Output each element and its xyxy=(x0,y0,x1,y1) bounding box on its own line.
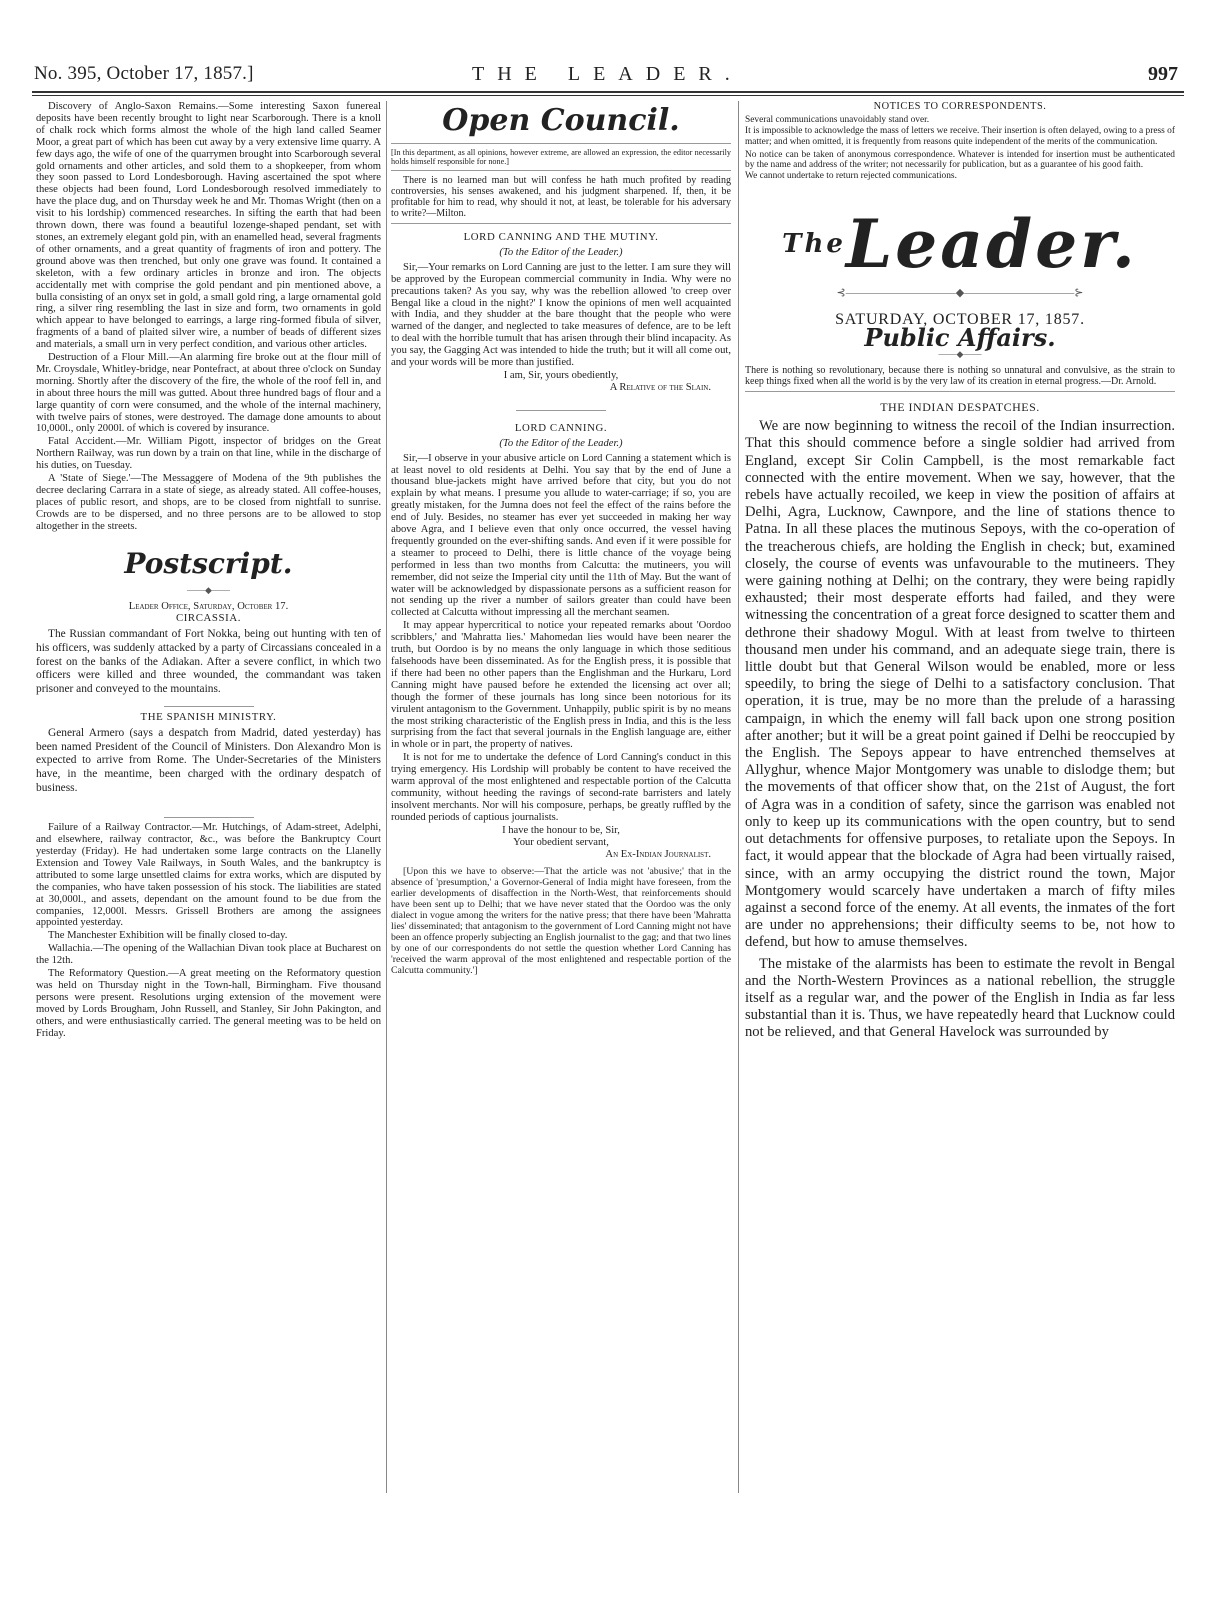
article-wallachia: Wallachia.—The opening of the Wallachian Divan took place at Bucharest on the 12th. xyxy=(36,943,381,967)
page-header xyxy=(32,63,1184,91)
section-rule xyxy=(745,391,1175,392)
section-rule xyxy=(391,223,731,224)
article-railway-contractor: Failure of a Railway Contractor.—Mr. Hutchings, of Adam-street, Adelphi, and elsewhere, railway contractor, &c., was before the Bankruptcy Court yesterday (Friday). He had undertaken some large contracts on the Llanelly Extension and Towey Vale Railways, in South Wales, and the bankruptcy is attributed to some large unsettled claims for extra works, which are disputed by the companies, who have taken possession of his stock. The liabilities are stated at 30,000l., and assets, dependant on the amount found to be due from the companies, 12,000l. Messrs. Grissell Brothers are among the assignees appointed yesterday. xyxy=(36,822,381,929)
article-spanish-ministry: General Armero (says a despatch from Madrid, dated yesterday) has been named President of the Council of Ministers. Don Alexandro Mon is expected to arrive from Rome. The Under-Secretaries of the Ministers have, in the meantime, been charged with the ordinary despatch of business. xyxy=(36,727,381,794)
masthead-the: The xyxy=(782,228,846,259)
editor-note: [Upon this we have to observe:—That the article was not 'abusive;' that in the absence of 'presumption,' a Governor-General of India might have foreseen, from the earlier developments of disaffection in the North-West, that reinforcements should have been sent up to Delhi; that we have never stated that the Oordoo was the only dialect in vogue among the writers for the native press; that there have been 'Mahratta lies' disseminated; that antagonism to the government of Lord Canning might not have been an offence properly subjecting an English journalist to the gag; and that two lines by one of our correspondents do not settle the question whether Lord Canning has 'received the warm approval of the most enlightened and respectable portion of the Calcutta community.'] xyxy=(391,866,731,977)
letter2-paragraph-3: It is not for me to undertake the defence of Lord Canning's conduct in this trying emergency. His Lordship will probably be content to have received the warm approval of the most enlightened and respectable portion of the Calcutta community, without heeding the ravings of second-rate barristers and lately insolvent merchants. Nor will his composure, perhaps, be greatly ruffled by the rounded periods of captious journalists. xyxy=(391,752,731,823)
column-3 xyxy=(745,101,1175,1501)
notice-4: We cannot undertake to return rejected communications. xyxy=(745,171,957,182)
notices-heading: NOTICES TO CORRESPONDENTS. xyxy=(873,101,1047,112)
section-rule xyxy=(164,706,254,707)
article-manchester-exhibition: The Manchester Exhibition will be finally closed to-day. xyxy=(48,930,288,942)
column-1 xyxy=(36,101,381,1491)
letter2-close-2: Your obedient servant, xyxy=(513,836,609,848)
postscript-heading: Postscript. xyxy=(124,546,293,580)
article-fatal-accident: Fatal Accident.—Mr. William Pigott, inspector of bridges on the Great Northern Railway, was run down by a train on that line, while in the discharge of his duties, on Tuesday. xyxy=(36,436,381,472)
ornament-divider: ——◆—— xyxy=(187,584,230,595)
letter2-close-1: I have the honour to be, Sir, xyxy=(502,824,620,836)
letter1-signature: A Relative of the Slain. xyxy=(609,381,711,393)
article-anglo-saxon: Discovery of Anglo-Saxon Remains.—Some interesting Saxon funereal deposits have been recently brought to light near Scarborough. There is a knoll of chalk rock which forms almost the whole of the high land called Seamer Moor, a great part of which has been cut away by a very extensive lime quarry. A few days ago, the wife of one of the quarrymen brought into Scarborough several gold ornaments and other articles, and sold them to a shopkeeper, from whom they soon passed to Lord Londesborough. Having ascertained the spot where these objects had been found, Lord Londesborough resolved immediately to have the place dug, and on Thursday week he and Mr. Thomas Wright (then on a visit to his lordship) commenced researches. In sifting the earth that had been thrown down, there was found a beautiful lozenge-shaped pendant, set with stones, an extremely elegant gold pin, with an enamelled head, several fragments of other ornaments, and a great quantity of fragments of iron and pottery. The ground above was then trenched, but only one grave was found. It contained a skeleton, with a few ordinary articles in bronze and iron. The objects accidentally met with comprise the gold pendant and pin mentioned above, a bulla consisting of an onyx set in gold, a small gold ring, a large ornamental gold ring, a silver ring resembling the last in size and form, two ornaments in gold which appear to have belonged to earrings, a large ring-formed fibula of silver, fragments of a band of plaited silver wire, a number of beads of different sizes and materials, a small urn in very perfect condition, and various other articles. xyxy=(36,101,381,351)
column-divider xyxy=(386,101,387,1493)
open-council-disclaimer: [In this department, as all opinions, however extreme, are allowed an expression, the editor necessarily holds himself responsible for none.] xyxy=(391,148,731,166)
letter1-heading: LORD CANNING AND THE MUTINY. xyxy=(463,231,659,243)
notice-1: Several communications unavoidably stand over. xyxy=(745,114,930,125)
masthead-ornament: ⊰——————————◆——————————⊱ xyxy=(836,286,1084,299)
issue-line: No. 395, October 17, 1857.] xyxy=(34,63,254,84)
milton-motto: There is no learned man but will confess he hath much profited by reading controversies, his senses awakened, and his judgment sharpened. If, then, it be profitable for him to read, why should it not, at least, be tolerable for his adversary to write?—Milton. xyxy=(391,175,731,219)
section-rule xyxy=(516,410,606,411)
lead-paragraph-2: The mistake of the alarmists has been to estimate the revolt in Bengal and the North-Western Provinces as a national rebellion, the struggle itself as a regular war, and the power of the English in India as far less substantial than it is. Thus, we have repeatedly heard that Lucknow could not be relieved, and that General Havelock was surrounded by xyxy=(745,955,1175,1041)
article-flour-mill: Destruction of a Flour Mill.—An alarming fire broke out at the flour mill of Mr. Croysdale, Whitley-bridge, near Pontefract, at about three o'clock on Sunday morning. Shortly after the discovery of the fire, the whole of the roof fell in, and in about three hours the mill was gutted. About three hundred bags of flour and a large quantity of corn were consumed, and the whole of the internal machinery, with twelve pairs of stones, were destroyed. The damage done amounts to about 10,000l., only 2000l. of which is covered by insurance. xyxy=(36,352,381,435)
article-circassia: The Russian commandant of Fort Nokka, being out hunting with ten of his officers, was suddenly attacked by a party of Circassians concealed in a forest on the banks of the Adiakan. After a severe conflict, in which two officers were killed and three wounded, the commandant was taken prisoner and conveyed to the mountains. xyxy=(36,628,381,695)
public-affairs-heading: Public Affairs. xyxy=(864,322,1056,352)
masthead xyxy=(745,204,1175,284)
section-rule xyxy=(391,170,731,171)
open-council-heading: Open Council. xyxy=(442,103,680,138)
letter2-salutation: (To the Editor of the Leader.) xyxy=(499,437,623,449)
header-rule xyxy=(32,91,1184,96)
dateline: Leader Office, Saturday, October 17. xyxy=(128,600,289,612)
letter2-signature: An Ex-Indian Journalist. xyxy=(605,848,711,860)
article-reformatory: The Reformatory Question.—A great meeting on the Reformatory question was held on Thursday night in the Town-hall, Birmingham. Five thousand persons were present. Resolutions urging extension of the movement were moved by Lords Brougham, John Russell, and Stanley, Sir John Pakington, and others, and were enthusiastically carried. The general meeting was to be held on Friday. xyxy=(36,968,381,1039)
article-state-of-siege: A 'State of Siege.'—The Messaggere of Modena of the 9th publishes the decree declaring Carrara in a state of siege, as already stated. All coffee-houses, places of public resort, and shops, are to be closed from nightfall to sunrise. Crowds are to be dispersed, and no three persons are to be allowed to stop altogether in the streets. xyxy=(36,473,381,532)
section-rule xyxy=(391,143,731,144)
masthead-title: Leader. xyxy=(845,204,1138,283)
section-rule xyxy=(164,817,254,818)
paper-title: THE LEADER. xyxy=(472,63,743,85)
letter1-salutation: (To the Editor of the Leader.) xyxy=(499,246,623,258)
lead-paragraph-1: We are now beginning to witness the recoil of the Indian insurrection. That this should commence before a single soldier had arrived from England, except Sir Colin Campbell, is the most remarkable fact connected with the entire movement. When we say, however, that the rebels have actually recoiled, we keep in view the position of affairs at Delhi, Agra, Lucknow, Cawnpore, and the line of stations thence to Patna. In all these places the mutinous Sepoys, with the co-operation of the treacherous chiefs, are holding the English in check; but, examined closely, the course of events was unfavourable to the mutineers. They were gaining nothing at Delhi; on the contrary, they were being rapidly exhausted; their most desperate efforts had failed, and they were witnessing the concentration of a great force designed to scatter them and dethrone their shadowy Mogul. With at least from twelve to thirteen thousand men under his command, and an adequate siege train, there is little doubt but that General Wilson would be enabled, more or less speedily, to bring the siege of Delhi to a satisfactory conclusion. That operation, it is true, may be no more than the prelude of a harassing campaign, in which the enemy will fall back upon one strong position after another; but it will be a great point gained if Delhi be reoccupied by the English. The Sepoys appear to have entrenched themselves at Allyghur, whence Major Montgomery was unable to dislodge them; but the movements of that officer show that, on the 21st of August, the fort of Agra was in a condition of safety, since the garrison was enabled not only to keep up its communications with the open country, but to send out detachments for offensive purposes, to retaliate upon the Sepoys. In fact, it would appear that the blockade of Agra had been virtually raised, since, with an army occupying the district round the town, Major Montgomery would scarcely have undertaken a march of fifty miles against a second force of the enemy. At all events, the inmates of the fort are under no apprehensions; their difficulty seems to be, not how to defend, but how to amuse themselves. xyxy=(745,418,1175,951)
issue-date: SATURDAY, OCTOBER 17, 1857. xyxy=(835,310,1085,328)
letter2-paragraph-1: Sir,—I observe in your abusive article on Lord Canning a statement which is at least novel to old residents at Delhi. You say that by the end of June a thousand blue-jackets might have arrived before that city, but you do not explain by what means. I presume you allude to water-carriage; if so, you are greatly mistaken, for the Jumna does not feel the effect of the rains before the end of July. Besides, no steamer has ever yet succeeded in making her way above Agra, and I believe even that only once occurred, the vessel having frequently grounded on the ever-shifting sands. And even if it were possible for a steamer to proceed to Delhi, there is little chance of the voyage being performed in less than two months from Calcutta: the mutineers, you will remember, did not seize the Imperial city until the 11th of May. But the want of water will be acknowledged by dispassionate persons as a sufficient reason for not sending up the river a number of sailors greater than could have been collected at Calcutta without impressing all the merchant seamen. xyxy=(391,452,731,619)
arnold-quote: There is nothing so revolutionary, because there is nothing so unnatural and convulsive, as the strain to keep things fixed when all the world is by the very law of its creation in eternal progress.—Dr. Arnold. xyxy=(745,365,1175,388)
letter1-close: I am, Sir, yours obediently, xyxy=(503,369,619,381)
letter1-body: Sir,—Your remarks on Lord Canning are just to the letter. I am sure they will be approved by the European commercial community in India. Why were no precautions taken? As you say, why was the rebellion allowed 'to creep over Bengal like a cloud in the night?' I know the opinions of men well acquainted with India, and they shudder at the bare thought that the people who were warned of the danger, and neglected to take measures of defence, are to be left to deal with the horrible tumult that has arisen through their blind incapacity. As you say, the Gagging Act was intended to hide the truth; but it will all come out, and your words will be more than justified. xyxy=(391,261,731,369)
lead-article-heading: THE INDIAN DESPATCHES. xyxy=(880,400,1040,415)
column-2 xyxy=(391,101,731,1501)
letter2-heading: LORD CANNING. xyxy=(514,421,608,434)
ornament-divider: ——◆—— xyxy=(938,349,982,360)
notice-3: No notice can be taken of anonymous correspondence. Whatever is intended for insertion must be authenticated by the name and address of the writer; not necessarily for publication, but as a guarantee of his good faith. xyxy=(745,149,1175,171)
heading-spanish-ministry: THE SPANISH MINISTRY. xyxy=(140,711,277,724)
heading-circassia: CIRCASSIA. xyxy=(175,612,242,625)
lead-article xyxy=(745,418,1175,1041)
page-number: 997 xyxy=(1148,63,1178,85)
letter2-paragraph-2: It may appear hypercritical to notice your repeated remarks about 'Oordoo scribblers,' and 'Mahratta lies.' Mahomedan lies would have been nearer the truth, but Oordoo is by no means the only language in which those seditious falsehoods have been disseminated. As for the English press, it is possible that if there had been no other papers than the Englishman and the Hurkaru, Lord Canning might have paused before he extended the licensing act over all; though the former of these journals has long since been notorious for its virulent antagonism to the Government. Unhappily, public spirit is by no means the most striking characteristic of the English press in India, and this is the less surprising from the fact that several journals in the English language are, either in whole or in part, the property of natives. xyxy=(391,620,731,751)
notice-2: It is impossible to acknowledge the mass of letters we receive. Their insertion is often delayed, owing to a press of matter; and when omitted, it is frequently from reasons quite independent of the merits of the communication. xyxy=(745,126,1175,147)
column-divider xyxy=(738,101,739,1493)
